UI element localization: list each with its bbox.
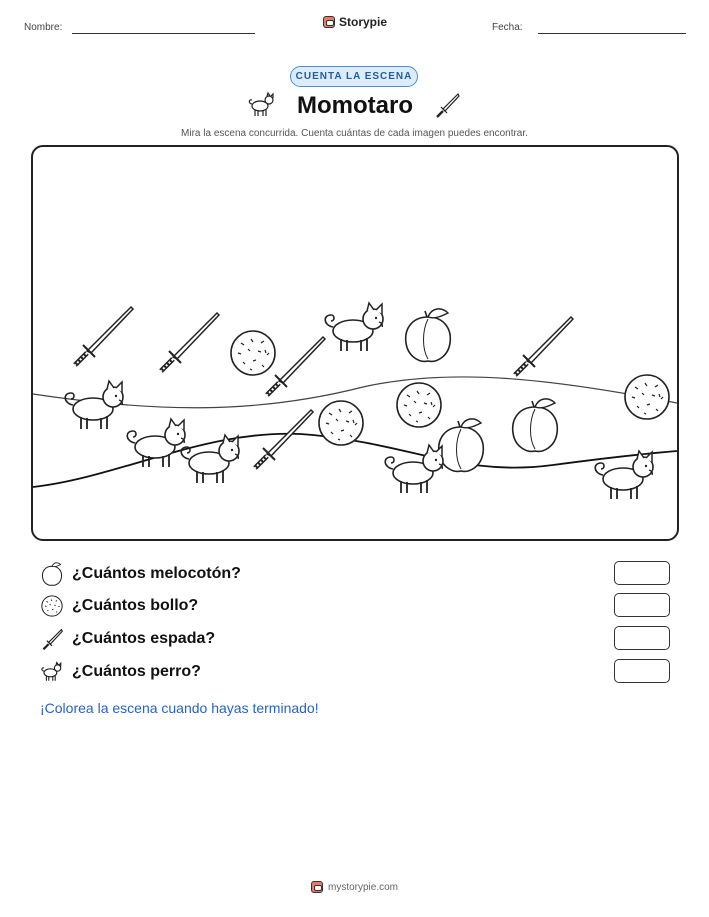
question-peach [40,561,670,587]
answer-box-sword[interactable] [614,626,670,650]
answer-box-bun[interactable] [614,593,670,617]
crowded-scene-illustration [33,147,677,539]
date-field[interactable] [538,33,686,34]
peach-3 [513,399,558,451]
storypie-logo-icon [311,881,323,893]
name-label: Nombre: [24,22,63,33]
sword-4 [255,410,313,468]
question-dog [40,659,670,685]
dog-5 [385,445,443,493]
bun-4 [625,375,669,419]
question-bun [40,593,670,619]
activity-badge: CUENTA LA ESCENA [290,66,418,87]
peach-2 [439,419,484,471]
dog-3 [127,419,185,467]
bun-1 [231,331,275,375]
question-text: ¿Cuántos espada? [72,630,216,647]
answer-box-peach[interactable] [614,561,670,585]
brand-name: Storypie [339,15,388,29]
peach-icon [40,562,64,586]
name-field[interactable] [72,33,255,34]
sword-2 [161,313,219,371]
question-sword [40,626,670,652]
sword-icon [40,627,64,651]
page-title: Momotaro [297,92,413,119]
storypie-logo [323,15,387,29]
storypie-logo-icon [323,16,335,28]
instructions: Mira la escena concurrida. Cuenta cuántas de cada imagen puedes encontrar. [181,128,528,139]
closing-note: ¡Colorea la escena cuando hayas terminado! [40,700,319,716]
dog-4 [181,435,239,483]
bun-2 [319,401,363,445]
question-text: ¿Cuántos melocotón? [72,565,241,582]
question-text: ¿Cuántos bollo? [72,597,199,614]
date-label: Fecha: [492,22,523,33]
bun-3 [397,383,441,427]
peach-1 [406,309,451,361]
dog-1 [325,303,383,351]
sword-1 [75,307,133,365]
bun-icon [40,594,64,618]
footer [0,881,709,893]
sword-3 [267,337,325,395]
sword-icon [433,91,461,119]
scene-frame [31,145,679,541]
answer-box-dog[interactable] [614,659,670,683]
question-text: ¿Cuántos perro? [72,663,201,680]
sword-5 [515,317,573,375]
footer-site[interactable]: mystorypie.com [327,881,398,893]
dog-icon [247,91,277,119]
dog-icon [40,660,64,684]
dog-2 [65,381,123,429]
